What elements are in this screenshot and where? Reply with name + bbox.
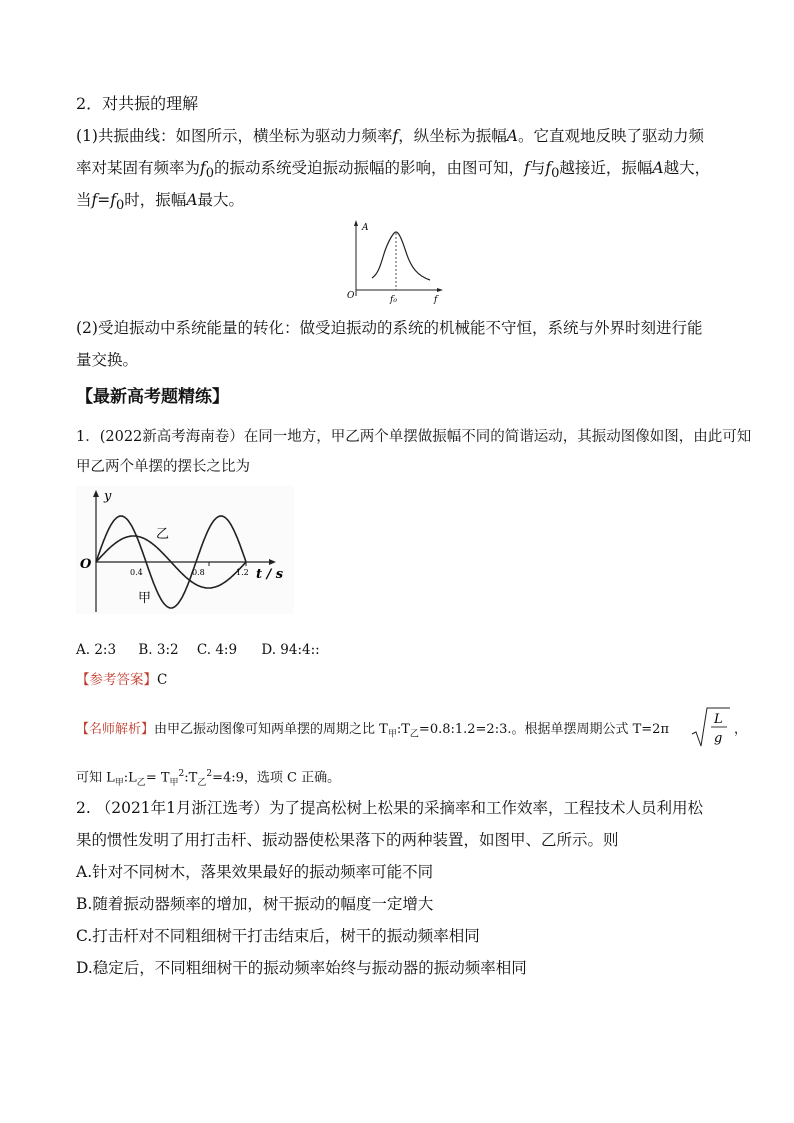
- text: 与: [529, 159, 546, 177]
- q2-option-b[interactable]: B.随着振动器频率的增加，树干振动的幅度一定增大: [76, 895, 434, 913]
- text: =0.8:1.2=2:3.。根据单摆周期公式 T=2π: [418, 722, 670, 737]
- text: 。它直观地反映了驱动力频: [517, 127, 704, 145]
- subscript: 甲: [114, 777, 124, 788]
- text: :L: [123, 770, 137, 786]
- y-axis-arrow: [93, 490, 99, 497]
- text: =4:9，选项 C 正确。: [212, 770, 341, 786]
- text: 的振动系统受迫振动振幅的影响，由图可知，: [214, 159, 525, 177]
- text: (1)共振曲线：如图所示，横坐标为驱动力频率: [76, 127, 393, 145]
- q2-line-2: 果的惯性发明了用打击杆、振动器使松果落下的两种装置，如图甲、乙所示。则: [76, 831, 619, 849]
- superscript: 2: [178, 769, 185, 779]
- text: 越大，: [663, 159, 711, 177]
- paragraph-1-line-1: [76, 126, 704, 146]
- sqrt-formula: [690, 704, 734, 750]
- x-axis-label: f: [434, 295, 438, 305]
- option-d[interactable]: D. 94:4::: [261, 642, 320, 658]
- paragraph-2-line-2: 量交换。: [76, 351, 139, 369]
- section-title: 2．对共振的理解: [76, 94, 199, 113]
- analysis-comma: ，: [734, 722, 748, 737]
- var-A: A: [652, 159, 664, 177]
- tick-label-0.4: 0.4: [130, 568, 143, 577]
- subscript: 0: [205, 166, 215, 182]
- subscript: 0: [116, 198, 125, 214]
- paragraph-2-line-1: (2)受迫振动中系统能量的转化：做受迫振动的系统的机械能不守恒，系统与外界时刻进行能: [76, 319, 703, 337]
- var-f: f: [392, 127, 399, 145]
- q1-answer: [76, 670, 167, 690]
- q2-option-a[interactable]: A.针对不同树木，落果效果最好的振动频率可能不同: [76, 863, 434, 881]
- subscript: 乙: [409, 729, 419, 740]
- peak-frequency-label: f₀: [390, 295, 397, 305]
- paragraph-1-line-2: [76, 158, 710, 184]
- y-axis-arrow: [354, 220, 358, 226]
- formula-numerator: L: [714, 712, 723, 727]
- text: 时，振幅: [124, 191, 187, 209]
- tick-label-0.8: 0.8: [192, 568, 205, 577]
- y-axis-label: A: [362, 223, 369, 233]
- analysis-label: 【名师解析】: [76, 722, 155, 737]
- paragraph-1-line-3: [76, 190, 244, 216]
- answer-label: 【参考答案】: [76, 672, 157, 688]
- subscript: 甲: [169, 777, 179, 788]
- subscript: 乙: [197, 777, 207, 788]
- tick-label-1.2: 1.2: [236, 568, 249, 577]
- q2-line-1: 2. （2021年1月浙江选考）为了提高松树上松果的采摘率和工作效率，工程技术人员利用松: [76, 799, 704, 817]
- x-axis-arrow: [437, 288, 443, 292]
- text: 越接近，振幅: [559, 159, 653, 177]
- text: ，纵坐标为振幅: [398, 127, 507, 145]
- var-f: f: [200, 159, 206, 177]
- var-A: A: [506, 127, 518, 145]
- origin-label: O: [347, 291, 355, 301]
- formula-denominator: g: [714, 731, 723, 746]
- answer-value: C: [157, 672, 168, 688]
- var-f: f: [91, 191, 98, 209]
- option-a[interactable]: A. 2:3: [76, 642, 117, 658]
- var-f: f: [524, 159, 530, 177]
- q2-option-c[interactable]: C.打击杆对不同粗细树干打击结束后，树干的振动频率相同: [76, 927, 480, 945]
- var-f: f: [545, 159, 552, 177]
- q2-option-d[interactable]: D.稳定后，不同粗细树干的振动频率始终与振动器的振动频率相同: [76, 959, 527, 977]
- q1-options: [76, 640, 320, 660]
- superscript: 2: [206, 769, 213, 779]
- q1-analysis-line-2: [76, 764, 340, 793]
- text: :T: [396, 722, 410, 737]
- text: 可知 L: [76, 770, 115, 786]
- option-c[interactable]: C. 4:9: [196, 642, 238, 658]
- origin-label: O: [80, 557, 92, 572]
- text: 当: [76, 191, 92, 209]
- var-A: A: [186, 191, 198, 209]
- text: =: [97, 191, 111, 209]
- text: 由甲乙振动图像可知两单摆的周期之比 T: [154, 722, 388, 737]
- vibration-graph: [76, 486, 294, 614]
- series-label-yi: 乙: [156, 527, 170, 542]
- t-axis-arrow: [269, 559, 276, 565]
- subscript: 乙: [136, 777, 146, 788]
- subscript: 0: [551, 166, 560, 182]
- text: :T: [184, 770, 198, 786]
- option-b[interactable]: B. 3:2: [138, 642, 179, 658]
- series-label-jia: 甲: [138, 591, 152, 606]
- t-axis-label: t / s: [256, 567, 284, 582]
- text: 最大。: [197, 191, 245, 209]
- q1-line-2: 甲乙两个单摆的摆长之比为: [76, 459, 250, 475]
- var-f: f: [110, 191, 117, 209]
- resonance-curve: [372, 232, 430, 280]
- q1-analysis-line-1: [76, 720, 669, 745]
- exam-section-header: 【最新高考题精练】: [76, 387, 229, 407]
- subscript: 甲: [387, 729, 397, 740]
- text: 率对某固有频率为: [76, 159, 201, 177]
- q1-line-1: 1．(2022新高考海南卷）在同一地方，甲乙两个单摆做振幅不同的简谐运动，其振动图像如图，由此可知: [76, 429, 752, 445]
- y-axis-label: y: [104, 489, 112, 504]
- resonance-curve-figure: [344, 218, 454, 308]
- text: = T: [145, 770, 170, 786]
